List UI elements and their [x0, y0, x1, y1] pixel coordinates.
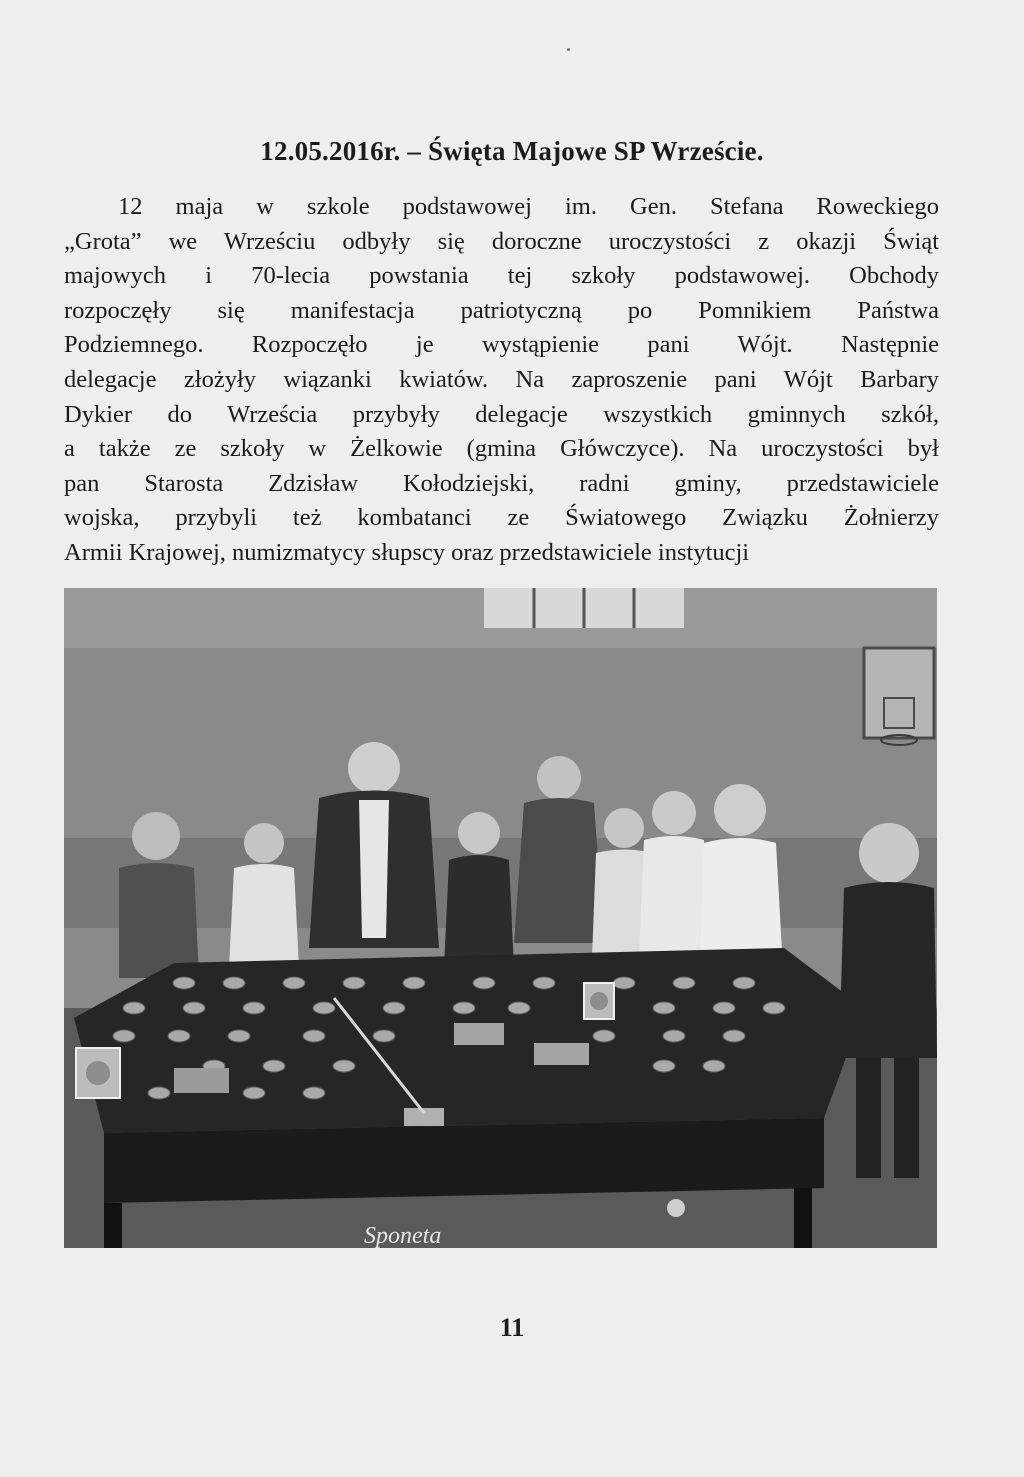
- coin: [123, 1002, 145, 1014]
- coin: [403, 977, 425, 989]
- basketball-board: [864, 648, 934, 745]
- table-brand-text: Sponeta: [364, 1223, 442, 1248]
- paragraph-line: wojska, przybyli też kombatanci ze Światowego Związku Żołnierzy: [64, 504, 939, 532]
- coin: [343, 977, 365, 989]
- coin: [313, 1002, 335, 1014]
- coin: [763, 1002, 785, 1014]
- gym-window: [484, 588, 684, 628]
- coin: [173, 977, 195, 989]
- event-photo: [64, 588, 937, 1248]
- paragraph-line: pan Starosta Zdzisław Kołodziejski, radni gminy, przedstawiciele: [64, 469, 939, 497]
- coin: [723, 1030, 745, 1042]
- coin: [113, 1030, 135, 1042]
- coin: [303, 1087, 325, 1099]
- display-card: [76, 1048, 120, 1098]
- photo-print: [454, 1023, 504, 1045]
- paragraph-line: a także ze szkoły w Żelkowie (gmina Główczyce). Na uroczystości był: [64, 435, 939, 463]
- coin: [473, 977, 495, 989]
- photo-print: [174, 1068, 229, 1093]
- coin: [703, 1060, 725, 1072]
- coin: [243, 1002, 265, 1014]
- coin: [613, 977, 635, 989]
- scan-speck: [567, 48, 570, 51]
- page-title: 12.05.2016r. – Święta Majowe SP Wrzeście.: [260, 136, 764, 166]
- coin: [653, 1002, 675, 1014]
- article-body: [64, 190, 939, 571]
- coin: [228, 1030, 250, 1042]
- paragraph-line: Podziemnego. Rozpoczęło je wystąpienie pani Wójt. Następnie: [64, 331, 939, 359]
- coin: [533, 977, 555, 989]
- coin: [283, 977, 305, 989]
- photo-print: [534, 1043, 589, 1065]
- page-number: 11: [499, 1313, 525, 1342]
- coin: [243, 1087, 265, 1099]
- coin: [673, 977, 695, 989]
- paragraph-line: „Grota” we Wrześciu odbyły się doroczne uroczystości z okazji Świąt: [64, 227, 939, 255]
- paragraph-line: rozpoczęły się manifestacja patriotyczną po Pomnikiem Państwa: [64, 296, 939, 324]
- coin: [148, 1087, 170, 1099]
- coin: [263, 1060, 285, 1072]
- coin: [713, 1002, 735, 1014]
- paragraph-line: delegacje złożyły wiązanki kwiatów. Na zaproszenie pani Wójt Barbary: [64, 365, 939, 393]
- coin: [663, 1030, 685, 1042]
- coin: [453, 1002, 475, 1014]
- coin: [223, 977, 245, 989]
- coin: [653, 1060, 675, 1072]
- coin: [593, 1030, 615, 1042]
- paragraph-line: Dykier do Wrześcia przybyły delegacje wszystkich gminnych szkół,: [64, 400, 939, 428]
- coin: [168, 1030, 190, 1042]
- coin: [733, 977, 755, 989]
- coin: [303, 1030, 325, 1042]
- coin: [373, 1030, 395, 1042]
- coin: [183, 1002, 205, 1014]
- paragraph-line: Armii Krajowej, numizmatycy słupscy oraz przedstawiciele instytucji: [64, 538, 750, 566]
- display-card: [584, 983, 614, 1019]
- coin: [508, 1002, 530, 1014]
- coin: [333, 1060, 355, 1072]
- paragraph-line: 12 maja w szkole podstawowej im. Gen. Stefana Roweckiego: [118, 193, 939, 220]
- coin: [383, 1002, 405, 1014]
- event-photo-illustration: [64, 588, 937, 1248]
- paragraph-line: majowych i 70-lecia powstania tej szkoły podstawowej. Obchody: [64, 262, 939, 290]
